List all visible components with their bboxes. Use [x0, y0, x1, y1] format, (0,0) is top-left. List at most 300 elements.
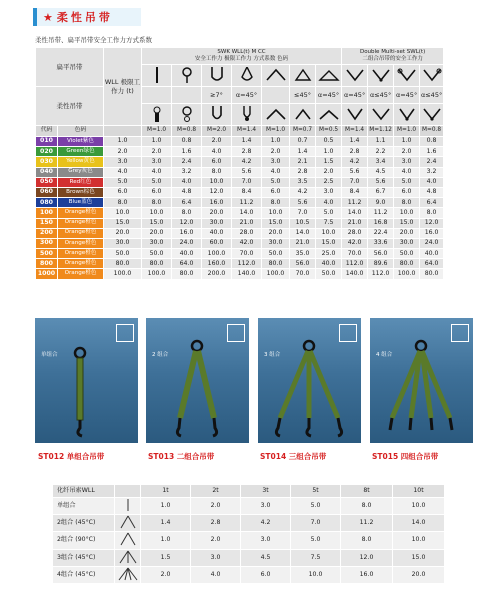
wll-value-cell: 16.0 [341, 566, 393, 583]
wll-value-cell: 2.8 [191, 515, 241, 532]
swl-value-cell: 20.0 [394, 228, 420, 238]
swl-value-cell: 2.4 [172, 157, 202, 167]
angle-label: α≤45° [420, 87, 444, 104]
four-leg-sling-drawing [370, 318, 473, 443]
basket-hitch-icon [202, 65, 232, 87]
sling-row-050 [36, 177, 444, 187]
two-leg-45-icon [342, 65, 368, 87]
swl-value-cell: 5.0 [262, 177, 290, 187]
wll-value-cell: 7.0 [291, 515, 341, 532]
swl-value-cell: 12.0 [420, 218, 444, 228]
swl-value-cell: 4.2 [342, 157, 368, 167]
configuration-label: 2组合 (90°C) [53, 532, 115, 549]
code-cell: 080 [36, 198, 58, 208]
capacity-column-header: 8t [341, 485, 393, 498]
swl-value-cell: 80.0 [420, 269, 444, 279]
swl-value-cell: 64.0 [420, 259, 444, 269]
sling-row-060 [36, 187, 444, 197]
swl-value-cell: 28.0 [342, 228, 368, 238]
swl-value-cell: 14.0 [342, 208, 368, 218]
wll-table-header: 化纤吊索WLL [53, 485, 115, 498]
wll-value-cell: 2.0 [191, 532, 241, 549]
swl-value-cell: 5.0 [394, 177, 420, 187]
code-cell: 1000 [36, 269, 58, 279]
swl-value-cell: 80.0 [142, 259, 172, 269]
wll-value-cell: 6.0 [241, 566, 291, 583]
swl-value-cell: 4.0 [142, 167, 172, 177]
swl-value-cell: 10.0 [202, 177, 232, 187]
swl-value-cell: 2.8 [290, 167, 316, 177]
swl-value-cell: 2.0 [142, 147, 172, 157]
wll-value-cell: 2.0 [141, 566, 191, 583]
swl-value-cell: 15.0 [316, 238, 342, 248]
two-leg-choke-45-icon [394, 65, 420, 87]
photo-label: 单组合 [41, 352, 58, 358]
swl-value-cell: 4.2 [290, 187, 316, 197]
swl-value-cell: 5.6 [368, 177, 394, 187]
configuration-diagram-icon [115, 566, 141, 583]
sling-row-100 [36, 208, 444, 218]
color-name-cell: Violet紫色 [58, 137, 104, 147]
m-factor-cell: M=0.8 [172, 126, 202, 137]
swl-value-cell: 2.8 [232, 147, 262, 157]
round-hook-icon [232, 104, 262, 126]
sling-row-040 [36, 167, 444, 177]
color-column-header: 色码 [58, 126, 104, 137]
angle-label: α=45° [316, 87, 342, 104]
color-name-cell: Blue蓝色 [58, 198, 104, 208]
wll-cell: 80.0 [104, 259, 142, 269]
swl-value-cell: 112.0 [342, 259, 368, 269]
table-row [53, 515, 445, 532]
swl-value-cell: 14.0 [290, 228, 316, 238]
wll-value-cell: 4.5 [241, 549, 291, 566]
swl-value-cell: 8.0 [172, 208, 202, 218]
swl-value-cell: 10.0 [316, 228, 342, 238]
photo-label: 2 组合 [152, 352, 169, 358]
caption-st014: ST014 三组合吊带 [260, 452, 327, 461]
wll-value-cell: 1.5 [141, 549, 191, 566]
wll-value-cell: 10.0 [393, 498, 445, 515]
photo-label: 4 组合 [376, 352, 393, 358]
table-row [53, 549, 445, 566]
sling-row-200 [36, 228, 444, 238]
swl-value-cell: 4.0 [202, 147, 232, 157]
swl-value-cell: 8.0 [394, 198, 420, 208]
two-leg-sling-drawing [146, 318, 249, 443]
sling-row-1000 [36, 269, 444, 279]
swl-value-cell: 14.0 [232, 208, 262, 218]
group2-header: Double Multi-set SWL(t) 二组合吊带的安全工作力 [342, 48, 444, 65]
table-row [53, 566, 445, 583]
swl-value-cell: 0.8 [172, 137, 202, 147]
round-vertical-icon [142, 104, 172, 126]
wll-value-cell: 4.2 [241, 515, 291, 532]
round-sling-label: 柔性吊带 [36, 87, 104, 126]
swl-value-cell: 140.0 [342, 269, 368, 279]
m-factor-cell: M=1.12 [368, 126, 394, 137]
configuration-diagram-icon [115, 515, 141, 532]
swl-value-cell: 40.0 [172, 249, 202, 259]
wll-value-cell: 5.0 [291, 498, 341, 515]
swl-value-cell: 0.8 [420, 137, 444, 147]
round-choke-icon [172, 104, 202, 126]
m-factor-cell: M=0.8 [420, 126, 444, 137]
group1-header: SWK WLL(t) M CC 安全工作力 极限工作力 方式系数 色码 [142, 48, 342, 65]
swl-value-cell: 8.0 [420, 208, 444, 218]
swl-value-cell: 35.0 [290, 249, 316, 259]
angle-label: α=45° [232, 87, 262, 104]
m-factor-cell: M=1.4 [232, 126, 262, 137]
wll-cell: 30.0 [104, 238, 142, 248]
swl-value-cell: 22.4 [368, 228, 394, 238]
swl-value-cell: 60.0 [202, 238, 232, 248]
wll-value-cell: 4.0 [191, 566, 241, 583]
round-two-leg-choke-60-icon [420, 104, 444, 126]
angle-label: α=45° [394, 87, 420, 104]
swl-value-cell: 80.0 [172, 269, 202, 279]
swl-value-cell: 100.0 [142, 269, 172, 279]
swl-value-cell: 160.0 [202, 259, 232, 269]
color-name-cell: Orange橙色 [58, 228, 104, 238]
photo-single-leg [35, 318, 138, 443]
swl-value-cell: 50.0 [316, 269, 342, 279]
m-cell-empty [104, 126, 142, 137]
swl-value-cell: 2.2 [368, 147, 394, 157]
color-name-cell: Green绿色 [58, 147, 104, 157]
wll-cell: 3.0 [104, 157, 142, 167]
code-cell: 030 [36, 157, 58, 167]
swl-value-cell: 7.0 [342, 177, 368, 187]
code-cell: 040 [36, 167, 58, 177]
swl-value-cell: 70.0 [290, 269, 316, 279]
swl-value-cell: 80.0 [262, 259, 290, 269]
swl-value-cell: 30.0 [142, 238, 172, 248]
swl-value-cell: 11.2 [342, 198, 368, 208]
swl-value-cell: 42.0 [342, 238, 368, 248]
two-leg-choke-60-icon [420, 65, 444, 87]
swl-value-cell: 7.0 [290, 208, 316, 218]
angle-label: α≤45° [368, 87, 394, 104]
wll-header: WLL 极限工作力 (t) [104, 48, 142, 126]
sling-row-010 [36, 137, 444, 147]
three-leg-sling-drawing [258, 318, 361, 443]
swl-value-cell: 8.4 [232, 187, 262, 197]
swl-value-cell: 1.5 [316, 157, 342, 167]
photo-label: 3 组合 [264, 352, 281, 358]
swl-value-cell: 15.0 [394, 218, 420, 228]
coefficient-table [35, 47, 444, 280]
swl-value-cell: 15.0 [262, 218, 290, 228]
swl-value-cell: 100.0 [262, 269, 290, 279]
wll-cell: 2.0 [104, 147, 142, 157]
round-choke-angle-icon [262, 104, 290, 126]
swl-value-cell: 0.7 [290, 137, 316, 147]
m-factor-cell: M=0.7 [290, 126, 316, 137]
code-cell: 300 [36, 238, 58, 248]
swl-value-cell: 15.0 [142, 218, 172, 228]
swl-value-cell: 2.4 [420, 157, 444, 167]
swl-value-cell: 4.0 [262, 167, 290, 177]
swl-value-cell: 6.0 [142, 187, 172, 197]
code-cell: 500 [36, 249, 58, 259]
swl-value-cell: 5.6 [342, 167, 368, 177]
sling-row-800 [36, 259, 444, 269]
round-basket-60-icon [316, 104, 342, 126]
capacity-column-header: 2t [191, 485, 241, 498]
swl-value-cell: 7.0 [232, 177, 262, 187]
angle-label-empty [142, 87, 172, 104]
swl-value-cell: 4.8 [172, 187, 202, 197]
color-name-cell: Brown棕色 [58, 187, 104, 197]
swl-value-cell: 10.0 [394, 208, 420, 218]
sling-row-020 [36, 147, 444, 157]
swl-value-cell: 12.0 [202, 187, 232, 197]
swl-value-cell: 3.0 [316, 187, 342, 197]
color-name-cell: Orange橙色 [58, 269, 104, 279]
swl-value-cell: 4.5 [368, 167, 394, 177]
wll-value-cell: 1.0 [141, 498, 191, 515]
swl-value-cell: 4.0 [394, 167, 420, 177]
configuration-diagram-icon [115, 532, 141, 549]
swl-value-cell: 21.0 [232, 218, 262, 228]
swl-value-cell: 28.0 [232, 228, 262, 238]
swl-value-cell: 140.0 [232, 269, 262, 279]
swl-value-cell: 3.0 [262, 157, 290, 167]
sling-row-030 [36, 157, 444, 167]
capacity-column-header: 3t [241, 485, 291, 498]
swl-value-cell: 100.0 [202, 249, 232, 259]
sling-row-500 [36, 249, 444, 259]
swl-value-cell: 70.0 [342, 249, 368, 259]
swl-value-cell: 3.2 [172, 167, 202, 177]
swl-value-cell: 24.0 [172, 238, 202, 248]
m-factor-cell: M=0.5 [316, 126, 342, 137]
basket-45-icon [290, 65, 316, 87]
caption-st015: ST015 四组合吊带 [372, 452, 439, 461]
swl-value-cell: 24.0 [420, 238, 444, 248]
star-icon: ★ [43, 10, 53, 24]
photo-three-leg [258, 318, 361, 443]
swl-value-cell: 0.5 [316, 137, 342, 147]
swl-value-cell: 1.6 [172, 147, 202, 157]
swl-value-cell: 6.0 [202, 157, 232, 167]
swl-value-cell: 6.4 [420, 198, 444, 208]
wll-value-cell: 5.0 [291, 532, 341, 549]
angle-label: ≤45° [290, 87, 316, 104]
swl-value-cell: 4.0 [172, 177, 202, 187]
angle-label: ≥7° [202, 87, 232, 104]
swl-value-cell: 30.0 [262, 238, 290, 248]
vertical-lift-icon [142, 65, 172, 87]
swl-value-cell: 2.0 [316, 167, 342, 177]
m-factor-cell: M=1.0 [142, 126, 172, 137]
swl-value-cell: 5.0 [316, 208, 342, 218]
swl-value-cell: 5.6 [290, 198, 316, 208]
flat-sling-label: 扁平吊带 [36, 48, 104, 87]
swl-value-cell: 3.2 [420, 167, 444, 177]
choke-angle-icon [262, 65, 290, 87]
color-name-cell: Orange橙色 [58, 218, 104, 228]
swl-value-cell: 100.0 [394, 269, 420, 279]
wll-value-cell: 12.0 [341, 549, 393, 566]
swl-value-cell: 30.0 [394, 238, 420, 248]
single-leg-sling-drawing [35, 318, 138, 443]
wll-value-cell: 10.0 [393, 532, 445, 549]
capacity-column-header: 10t [393, 485, 445, 498]
configuration-label: 4组合 (45°C) [53, 566, 115, 583]
swl-value-cell: 2.1 [290, 157, 316, 167]
wll-value-cell: 14.0 [393, 515, 445, 532]
wll-cell: 6.0 [104, 187, 142, 197]
swl-value-cell: 2.0 [394, 147, 420, 157]
swl-value-cell: 56.0 [368, 249, 394, 259]
table-row [53, 532, 445, 549]
code-cell: 060 [36, 187, 58, 197]
swl-value-cell: 42.0 [232, 238, 262, 248]
code-cell: 050 [36, 177, 58, 187]
swl-value-cell: 16.0 [420, 228, 444, 238]
wll-value-cell: 3.0 [241, 498, 291, 515]
swl-value-cell: 80.0 [394, 259, 420, 269]
swl-value-cell: 40.0 [420, 249, 444, 259]
swl-value-cell: 6.0 [394, 187, 420, 197]
swl-value-cell: 50.0 [262, 249, 290, 259]
round-two-leg-choke-45-icon [394, 104, 420, 126]
swl-value-cell: 1.1 [368, 137, 394, 147]
swl-value-cell: 6.7 [368, 187, 394, 197]
wll-cell: 8.0 [104, 198, 142, 208]
swl-value-cell: 64.0 [172, 259, 202, 269]
swl-value-cell: 16.0 [202, 198, 232, 208]
section-title: 柔性吊带 [56, 11, 113, 24]
swl-value-cell: 4.2 [232, 157, 262, 167]
configuration-label: 3组合 (45°C) [53, 549, 115, 566]
round-two-leg-45-icon [342, 104, 368, 126]
wll-value-cell: 3.0 [191, 549, 241, 566]
swl-value-cell: 1.4 [290, 147, 316, 157]
code-cell: 150 [36, 218, 58, 228]
round-basket-45-icon [290, 104, 316, 126]
swl-value-cell: 50.0 [142, 249, 172, 259]
swl-value-cell: 5.6 [232, 167, 262, 177]
swl-value-cell: 3.0 [142, 157, 172, 167]
configuration-diagram-icon [115, 549, 141, 566]
swl-value-cell: 89.6 [368, 259, 394, 269]
color-name-cell: Grey灰色 [58, 167, 104, 177]
wll-cell: 20.0 [104, 228, 142, 238]
wll-cell: 5.0 [104, 177, 142, 187]
swl-value-cell: 1.0 [394, 137, 420, 147]
swl-value-cell: 7.5 [316, 218, 342, 228]
swl-value-cell: 1.6 [420, 147, 444, 157]
wll-cell: 100.0 [104, 269, 142, 279]
swl-value-cell: 11.2 [368, 208, 394, 218]
wll-value-cell: 20.0 [393, 566, 445, 583]
swl-value-cell: 30.0 [202, 218, 232, 228]
angle-label-empty [172, 87, 202, 104]
swl-value-cell: 8.4 [342, 187, 368, 197]
wll-cell: 4.0 [104, 167, 142, 177]
wll-value-cell: 3.0 [241, 532, 291, 549]
color-name-cell: Red红色 [58, 177, 104, 187]
photo-two-leg [146, 318, 249, 443]
swl-value-cell: 12.0 [172, 218, 202, 228]
m-factor-cell: M=1.0 [394, 126, 420, 137]
swl-value-cell: 40.0 [202, 228, 232, 238]
swl-value-cell: 4.0 [420, 177, 444, 187]
swl-value-cell: 21.0 [290, 238, 316, 248]
sling-row-150 [36, 218, 444, 228]
wll-value-cell: 10.0 [291, 566, 341, 583]
swl-value-cell: 112.0 [232, 259, 262, 269]
swl-value-cell: 4.0 [316, 198, 342, 208]
swl-value-cell: 10.0 [142, 208, 172, 218]
swl-value-cell: 3.4 [368, 157, 394, 167]
swl-value-cell: 2.0 [262, 147, 290, 157]
m-factor-cell: M=1.0 [262, 126, 290, 137]
capacity-column-header: 1t [141, 485, 191, 498]
wll-value-cell: 8.0 [341, 498, 393, 515]
swl-value-cell: 8.0 [142, 198, 172, 208]
swl-value-cell: 3.0 [394, 157, 420, 167]
multi-leg-wll-table [52, 484, 445, 584]
swl-value-cell: 16.0 [172, 228, 202, 238]
swl-value-cell: 6.4 [172, 198, 202, 208]
swl-value-cell: 20.0 [142, 228, 172, 238]
swl-value-cell: 2.8 [342, 147, 368, 157]
code-cell: 100 [36, 208, 58, 218]
table-row [53, 498, 445, 515]
swl-value-cell: 1.0 [316, 147, 342, 157]
basket-angle-icon [232, 65, 262, 87]
swl-value-cell: 8.0 [262, 198, 290, 208]
swl-value-cell: 56.0 [290, 259, 316, 269]
sling-row-080 [36, 198, 444, 208]
photo-four-leg [370, 318, 473, 443]
color-name-cell: Orange橙色 [58, 238, 104, 248]
caption-st012: ST012 单组合吊带 [38, 452, 105, 461]
wll-value-cell: 15.0 [393, 549, 445, 566]
basket-60-icon [316, 65, 342, 87]
swl-value-cell: 20.0 [202, 208, 232, 218]
code-cell: 020 [36, 147, 58, 157]
swl-value-cell: 3.5 [290, 177, 316, 187]
configuration-label: 2组合 (45°C) [53, 515, 115, 532]
swl-value-cell: 21.0 [342, 218, 368, 228]
swl-value-cell: 4.8 [420, 187, 444, 197]
swl-value-cell: 5.0 [142, 177, 172, 187]
section-header [33, 8, 141, 26]
swl-value-cell: 1.0 [142, 137, 172, 147]
swl-value-cell: 16.8 [368, 218, 394, 228]
sling-row-300 [36, 238, 444, 248]
code-column-header: 代码 [36, 126, 58, 137]
configuration-label: 单组合 [53, 498, 115, 515]
color-name-cell: Orange橙色 [58, 208, 104, 218]
diagram-header-cell [115, 485, 141, 498]
swl-value-cell: 200.0 [202, 269, 232, 279]
swl-value-cell: 1.0 [262, 137, 290, 147]
swl-value-cell: 2.5 [316, 177, 342, 187]
swl-value-cell: 11.2 [232, 198, 262, 208]
wll-value-cell: 8.0 [341, 532, 393, 549]
choke-hitch-icon [172, 65, 202, 87]
caption-st013: ST013 二组合吊带 [148, 452, 215, 461]
two-leg-60-icon [368, 65, 394, 87]
swl-value-cell: 6.0 [262, 187, 290, 197]
angle-label-empty [262, 87, 290, 104]
